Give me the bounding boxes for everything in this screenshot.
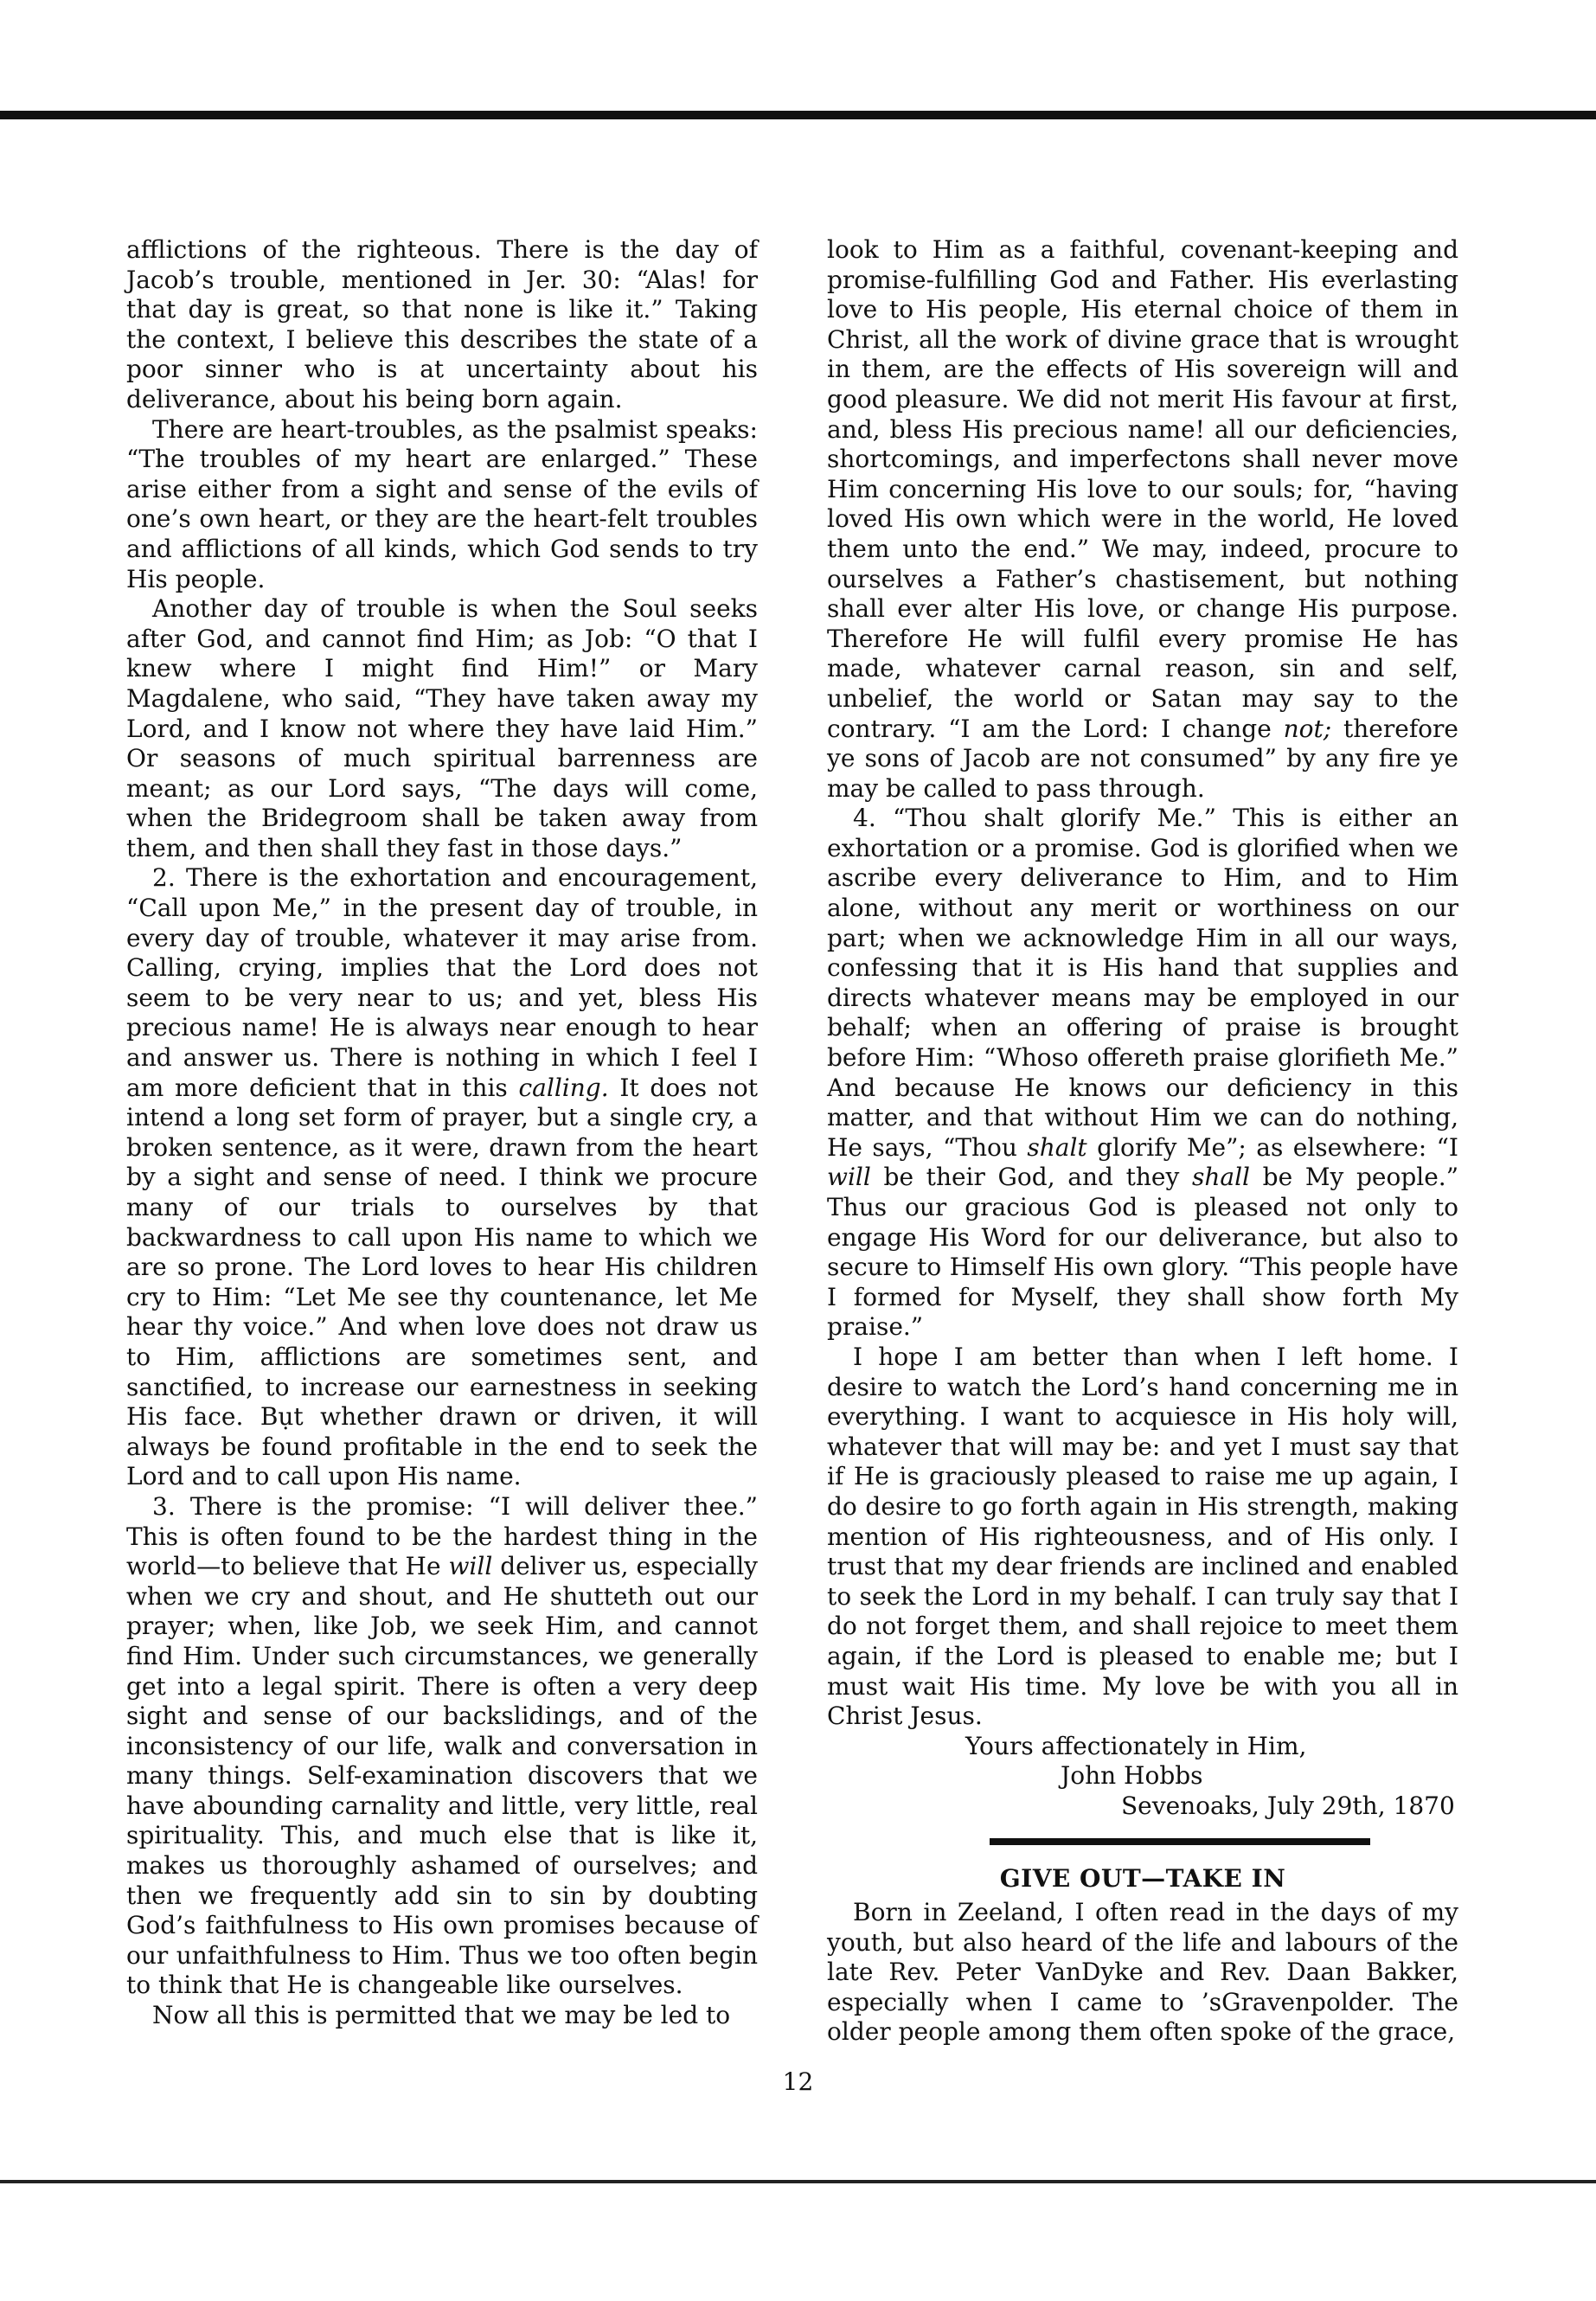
paragraph: [827, 235, 1458, 804]
text-run: 2. There is the exhortation and encouragement, “Call upon Me,” in the present day of trouble, in every day of trouble, whatever it may arise from. Calling, crying, implies that the Lord does not seem to be very near to us; and yet, bless His precious name! He is always near enough to hear and answer us. There is nothing in which I feel I am more deficient that in this: [126, 863, 758, 1102]
italic-text: not;: [1283, 714, 1332, 743]
letter-closing: [827, 1732, 1458, 1822]
text-run: glorify Me”; as elsewhere: “I: [1086, 1132, 1458, 1162]
paragraph: afflictions of the righteous. There is the day of Jacob’s trouble, mentioned in Jer. 30: “Alas! for that day is great, so that none is like it.” Taking the context, I believe this describes the state of a poor sinner who is at uncertainty about his deliverance, about his being born again.: [126, 235, 758, 413]
text-run: be their God, and they: [870, 1163, 1192, 1192]
signature-name: John Hobbs: [1061, 1761, 1203, 1791]
text-run: look to Him as a faithful, covenant-keeping and promise-fulfilling God and Father. His everlasting love to His people, His eternal choice of them in Christ, all the work of divine grace that is wrought in them, are the effects of His sovereign will and good pleasure. We did not merit His favour at first, and, bless His precious name! all our deficiencies, shortcomings, and imperfectons shall never move Him concerning His love to our souls; for, “having loved His own which were in the world, He loved them unto the end.” We may, indeed, procure to ourselves a Father’s chastisement, but nothing shall ever alter His love, or change His purpose. Therefore He will fulfil every promise He has made, whatever carnal reason, sin and self, unbelief, the world or Satan may say to the contrary. “I am the Lord: I change: [827, 235, 1458, 743]
paragraph: [827, 804, 1458, 1343]
closing-greeting: Yours affectionately in Him,: [965, 1731, 1307, 1760]
text-run: be My people.” Thus our gracious God is pleased not only to engage His Word for our deliverance, but also to secure to Himself His own glory. “This people have I formed for Myself, they shall show forth My praise.”: [827, 1163, 1459, 1342]
text-run: deliver us, especially when we cry and shout, and He shutteth out our prayer; when, like Job, we seek Him, and cannot find Him. Under such circumstances, we generally get into a legal spirit. There is often a very deep sight and sense of our backslidings, and of the inconsistency of our life, walk and conversation in many things. Self-examination discovers that we have abounding carnality and little, very little, real spirituality. This, and much else that is like it, makes us thoroughly ashamed of ourselves; and then we frequently add sin to sin by doubting God’s faithfulness to His own promises because of our unfaithfulness to Him. Thus we too often begin to think that He is changeable like ourselves.: [126, 1552, 758, 2000]
top-rule: [0, 111, 1596, 119]
paragraph: Born in Zeeland, I often read in the days of my youth, but also heard of the life and labours of the late Rev. Peter VanDyke and Rev. Daan Bakker, especially when I came to ’sGravenpolder. The older people among them often spoke of the grace,: [827, 1898, 1458, 2047]
italic-text: shalt: [1027, 1132, 1087, 1162]
text-run: 3. There is the promise: “I will deliver thee.” This is often found to be the hardest thing in the world—to believe that He: [126, 1491, 758, 1581]
right-column: [827, 235, 1458, 2048]
paragraph: Another day of trouble is when the Soul seeks after God, and cannot find Him; as Job: “O that I knew where I might find Him!” or Mary Magdalene, who said, “They have taken away my Lord, and I know not where they have laid Him.” Or seasons of much spiritual barrenness are meant; as our Lord says, “The days will come, when the Bridegroom shall be taken away from them, and then shall they fast in those days.”: [126, 594, 758, 862]
paragraph: I hope I am better than when I left home. I desire to watch the Lord’s hand concerning me in everything. I want to acquiesce in His holy will, whatever that will may be: and yet I must say that if He is graciously pleased to raise me up again, I do desire to go forth again in His strength, making mention of His righteousness, and of His only. I trust that my dear friends are inclined and enabled to seek the Lord in my behalf. I can truly say that I do not forget them, and shall rejoice to meet them again, if the Lord is pleased to enable me; but I must wait His time. My love be with you all in Christ Jesus.: [827, 1342, 1458, 1731]
paragraph: [126, 863, 758, 1491]
italic-text: will: [827, 1163, 871, 1192]
paragraph: Now all this is permitted that we may be led to: [152, 2001, 731, 2030]
bottom-rule: [0, 2180, 1596, 2183]
text-run: 4. “Thou shalt glorify Me.” This is either an exhortation or a promise. God is glorified when we ascribe every deliverance to Him, and to Him alone, without any merit or worthiness on our part; when we acknowledge Him in all our ways, confessing that it is His hand that supplies and directs whatever means may be employed in our behalf; when an offering of praise is brought before Him: “Whoso offereth praise glorifieth Me.” And because He knows our deficiency in this matter, and that without Him we can do nothing, He says, “Thou: [827, 804, 1458, 1162]
text-run: It does not intend a long set form of prayer, but a single cry, a broken sentence, as it were, drawn from the heart by a sight and sense of need. I think we procure many of our trials to ourselves by that backwardness to call upon His name to which we are so prone. The Lord loves to hear His children cry to Him: “Let Me see thy countenance, let Me hear thy voice.” And when love does not draw us to Him, afflictions are sometimes sent, and sanctified, to increase our earnestness in seeking His face. Bụt whether drawn or driven, it will always be found profitable in the end to seek the Lord and to call upon His name.: [126, 1073, 758, 1491]
section-heading: GIVE OUT—TAKE IN: [999, 1864, 1286, 1894]
paragraph: [126, 1492, 758, 2001]
text-run: therefore ye sons of Jacob are not consumed” by any fire ye may be called to pass through.: [827, 714, 1458, 803]
italic-text: shall: [1191, 1163, 1250, 1192]
left-column: [126, 235, 758, 2031]
section-separator: [990, 1838, 1370, 1845]
place-date: Sevenoaks, July 29th, 1870: [1121, 1791, 1455, 1820]
paragraph: There are heart-troubles, as the psalmist speaks: “The troubles of my heart are enlarged.” These arise either from a sight and sense of the evils of one’s own heart, or they are the heart-felt troubles and afflictions of all kinds, which God sends to try His people.: [126, 414, 758, 593]
italic-text: will: [448, 1552, 493, 1581]
page-number: 12: [782, 2067, 814, 2096]
italic-text: calling.: [518, 1073, 609, 1102]
